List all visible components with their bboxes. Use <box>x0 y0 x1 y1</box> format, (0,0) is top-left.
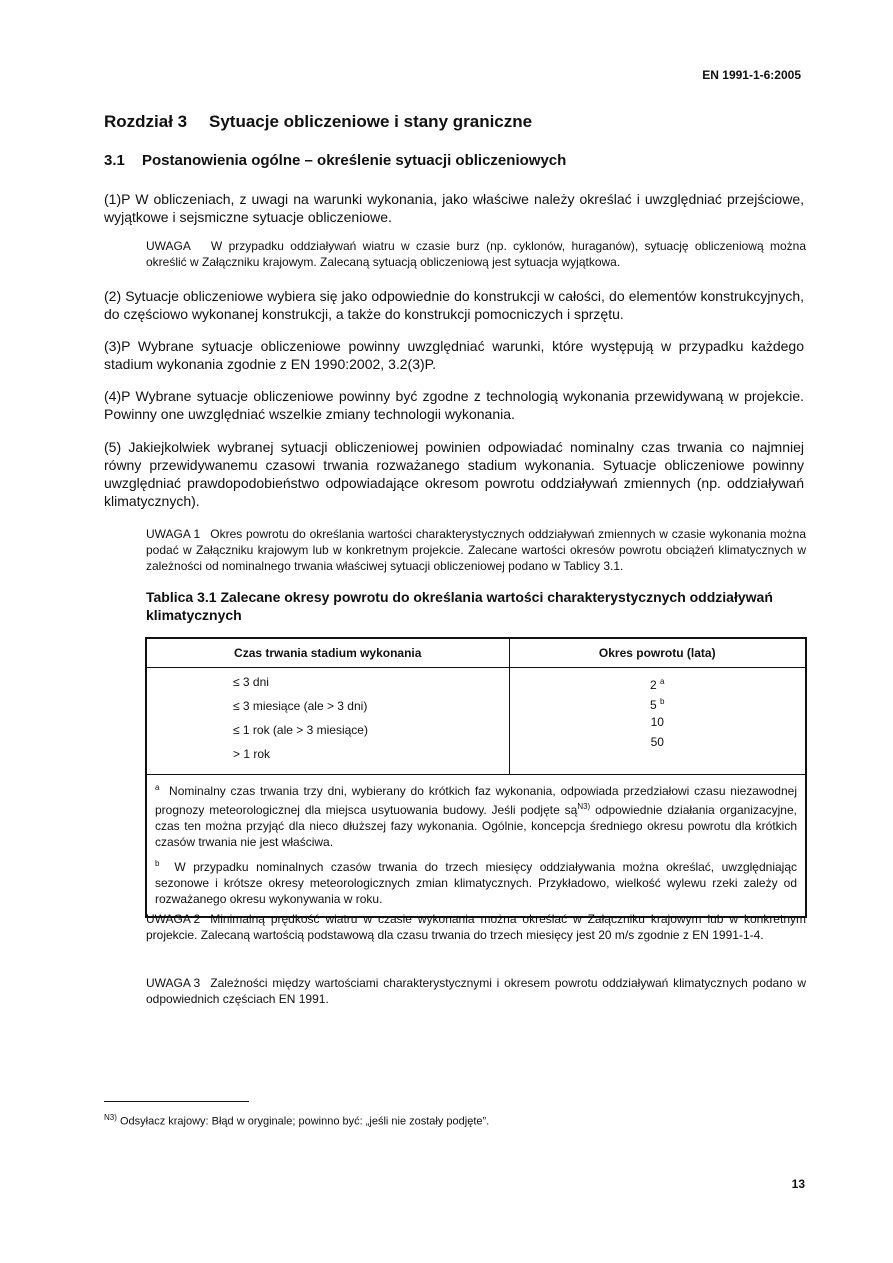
paragraph-4: (4)P Wybrane sytuacje obliczeniowe powinny być zgodne z technologią wykonania przewidywaną w projekcie. Powinny one uwzględniać wszelkie zmiany technologii wykonania. <box>104 388 804 422</box>
national-reference-mark: N3) <box>577 802 591 811</box>
page-footnote-text: Odsyłacz krajowy: Błąd w oryginale; powinno być: „jeśli nie zostały podjęte”. <box>119 1115 490 1128</box>
note-1-text: Okres powrotu do określania wartości charakterystycznych oddziaływań zmiennych w czasie wykonania można podać w Załączniku krajowym lub w konkretnym projekcie. Zalecane wartości okresów powrotu obciążeń klimatycznych w zależności od nominalnego trwania właściwej sytuacji obliczeniowej podano w Tablicy 3.1. <box>146 527 806 573</box>
duration-item: ≤ 1 rok (ale > 3 miesiące) <box>233 723 368 737</box>
section-title: Postanowienia ogólne – określenie sytuacji obliczeniowych <box>142 152 567 169</box>
period-item: 10 <box>650 715 664 729</box>
table-header-row <box>146 638 806 668</box>
paragraph-3: (3)P Wybrane sytuacje obliczeniowe powinny uwzględniać warunki, które występują w przypadku każdego stadium wykonania zgodnie z EN 1990:2002, 3.2(3)P. <box>104 338 804 372</box>
table-footnote-b: $^b$ W przypadku nominalnych czasów trwania do trzech miesięcy oddziaływania można określać, uwzględniając sezonowe i krótsze okresy meteorologicznych zmian klimatycznych. Przykładowo, wielkość wylewu rzeki zależy od rozważanego okresu wykonywania w roku. <box>155 859 797 906</box>
document-id: EN 1991-1-6:2005 <box>702 68 801 82</box>
paragraph-2: (2) Sytuacje obliczeniowe wybiera się jako odpowiednie do konstrukcji w całości, do elementów konstrukcyjnych, do częściowo wykonanej konstrukcji, a także do konstrukcji pomocniczych i sprzętu. <box>104 288 804 322</box>
period-item: 2 $^a$ <box>650 677 665 692</box>
footnote-mark: b <box>660 697 665 706</box>
period-item: 50 <box>650 735 664 749</box>
header-duration: Czas trwania stadium wykonania <box>146 638 509 668</box>
header-return-period: Okres powrotu (lata) <box>509 638 806 668</box>
duration-item: > 1 rok <box>233 747 271 761</box>
page-footnote-mark: N3) <box>104 1113 117 1122</box>
note-label: UWAGA <box>146 239 191 253</box>
note-2 <box>146 911 806 943</box>
table-caption: Tablica 3.1 Zalecane okresy powrotu do określania wartości charakterystycznych oddziaływań klimatycznych <box>146 589 773 623</box>
chapter-number: Rozdział 3 <box>104 112 188 131</box>
period-cell <box>509 668 806 775</box>
note-2-text: Minimalną prędkość wiatru w czasie wykonania można określać w Załączniku krajowym lub w konkretnym projekcie. Zalecaną wartością podstawową dla czasu trwania do trzech miesięcy jest 20 m/s zgodnie z EN 1991-1-4. <box>146 912 806 942</box>
section-number: 3.1 <box>104 152 125 169</box>
chapter-heading <box>104 112 532 132</box>
page-footnote <box>104 1113 489 1128</box>
paragraph-5: (5) Jakiejkolwiek wybranej sytuacji obliczeniowej powinien odpowiadać nominalny czas trwania co najmniej równy przewidywanemu czasowi trwania rozważanego stadium wykonania. Sytuacje obliczeniowe powinny uwzględniać prawdopodobieństwo odpowiadające okresom powrotu oddziaływań zmiennych (np. oddziaływań klimatycznych). <box>104 439 804 509</box>
paragraph-1: (1)P W obliczeniach, z uwagi na warunki wykonania, jako właściwe należy określać i uwzględniać przejściowe, wyjątkowe i sejsmiczne sytuacje obliczeniowe. <box>104 191 804 225</box>
section-heading <box>104 152 566 169</box>
return-period-table <box>145 637 807 918</box>
duration-cell <box>146 668 509 775</box>
page-number: 13 <box>791 1177 805 1191</box>
table-footnote-a: $^a$ Nominalny czas trwania trzy dni, wybierany do krótkich faz wykonania, odpowiada przedziałowi czasu niezawodnej prognozy meteorologicznej dla miejsca usytuowania budowy. Jeśli podjęte $są^{N3)}$ odpowiednie działania organizacyjne, czas ten można przyjąć dla nieco dłuższej fazy wykonania. Ogólnie, koncepcja średniego okresu powrotu dla krótkich czasów trwania nie jest właściwa. <box>155 783 797 849</box>
footnote-divider <box>104 1101 249 1102</box>
note-3 <box>146 975 806 1007</box>
note-1 <box>146 526 806 574</box>
note-1-label: UWAGA 1 <box>146 527 201 541</box>
table-footnotes <box>146 775 806 918</box>
table-footnotes-row <box>146 775 806 918</box>
chapter-title: Sytuacje obliczeniowe i stany graniczne <box>209 112 533 131</box>
duration-item: ≤ 3 dni <box>233 675 269 689</box>
note-paragraph <box>146 238 806 270</box>
duration-item: ≤ 3 miesiące (ale > 3 dni) <box>233 699 368 713</box>
footnote-mark: a <box>660 677 665 686</box>
table-row <box>146 668 806 775</box>
period-item: 5 $^b$ <box>650 697 665 712</box>
note-2-label: UWAGA 2 <box>146 912 201 926</box>
note-3-text: Zależności między wartościami charakterystycznymi i okresem powrotu oddziaływań klimatycznych podano w odpowiednich częściach EN 1991. <box>146 976 806 1006</box>
note-text: W przypadku oddziaływań wiatru w czasie burz (np. cyklonów, huraganów), sytuację obliczeniową można określić w Załączniku krajowym. Zalecaną sytuacją obliczeniową jest sytuacja wyjątkowa. <box>146 239 806 269</box>
note-3-label: UWAGA 3 <box>146 976 201 990</box>
